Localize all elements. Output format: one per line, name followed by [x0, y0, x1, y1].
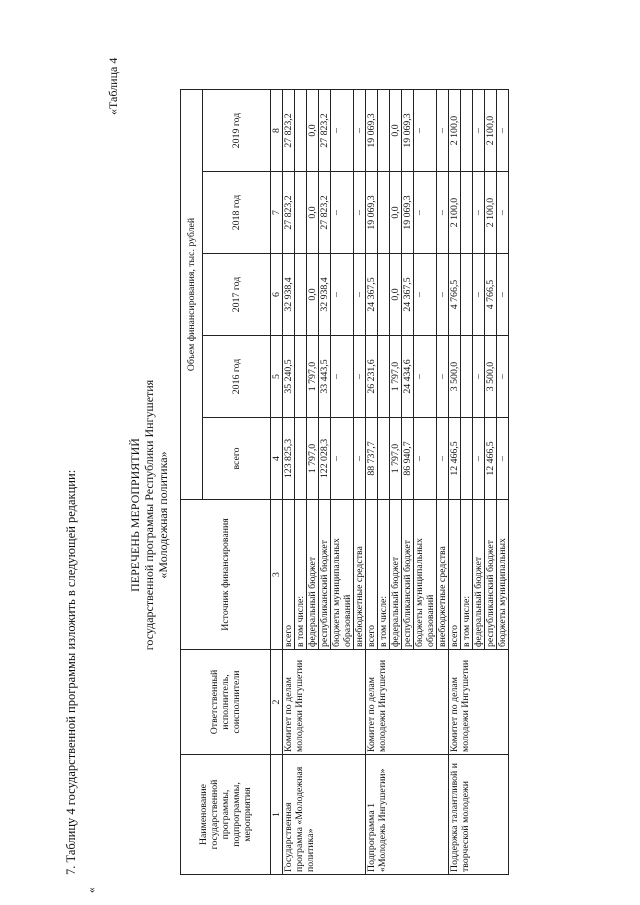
amount-cell: – [331, 418, 354, 500]
program-name-cell: Государственная программа «Молодежная политика» [283, 755, 366, 875]
amount-cell [295, 418, 307, 500]
amount-cell: 27 823,2 [283, 172, 295, 254]
amount-cell: 0,0 [307, 90, 319, 172]
funding-source-cell: федеральный бюджет [390, 500, 402, 650]
amount-cell: 24 434,6 [402, 336, 414, 418]
amount-cell: – [473, 254, 485, 336]
amount-cell: 33 443,5 [319, 336, 331, 418]
amount-cell: – [414, 172, 437, 254]
executor-cell: Комитет по делам молодежи Ингушетии [366, 650, 449, 755]
amount-cell: 4 766,5 [485, 254, 497, 336]
funding-source-cell: в том числе: [295, 500, 307, 650]
amount-cell: – [437, 172, 449, 254]
amount-cell [295, 254, 307, 336]
column-number: 3 [271, 500, 283, 650]
amount-cell: 86 940,7 [402, 418, 414, 500]
header-executor: Ответственный исполнитель, соисполнители [181, 650, 271, 755]
amount-cell: – [331, 90, 354, 172]
amount-cell: – [414, 90, 437, 172]
funding-source-cell: республиканский бюджет [402, 500, 414, 650]
funding-source-cell: в том числе: [378, 500, 390, 650]
header-name: Наименование государственной программы, подпрограммы, мероприятия [181, 755, 271, 875]
amount-cell [461, 418, 473, 500]
amount-cell [461, 336, 473, 418]
amount-cell: 12 466,5 [449, 418, 461, 500]
amount-cell: 32 938,4 [319, 254, 331, 336]
amount-cell [295, 336, 307, 418]
amount-cell: 0,0 [390, 172, 402, 254]
funding-source-cell: бюджеты муниципальных образований [414, 500, 437, 650]
amount-cell [378, 90, 390, 172]
amount-cell: 2 100,0 [449, 90, 461, 172]
executor-cell: Комитет по делам молодежи Ингушетии [449, 650, 509, 755]
amount-cell: 2 100,0 [485, 172, 497, 254]
program-name-cell: Подпрограмма 1 «Молодежь Ингушетии» [366, 755, 449, 875]
amount-cell: – [473, 172, 485, 254]
amount-cell: 19 069,3 [366, 90, 378, 172]
column-number: 6 [271, 254, 283, 336]
amount-cell: – [497, 336, 509, 418]
amount-cell: 19 069,3 [402, 90, 414, 172]
amount-cell: – [497, 418, 509, 500]
column-number: 4 [271, 418, 283, 500]
amount-cell [461, 172, 473, 254]
title-line-1: ПЕРЕЧЕНЬ МЕРОПРИЯТИЙ [128, 438, 142, 592]
table-reference: «Таблица 4 [106, 57, 120, 115]
amount-cell: – [473, 418, 485, 500]
intro-text: 7. Таблицу 4 государственной программы изложить в следующей редакции: [64, 469, 78, 875]
amount-cell: – [497, 254, 509, 336]
amount-cell: 123 825,3 [283, 418, 295, 500]
amount-cell: – [497, 172, 509, 254]
column-number: 5 [271, 336, 283, 418]
amount-cell: – [473, 336, 485, 418]
funding-source-cell: всего [449, 500, 461, 650]
amount-cell: 2 100,0 [485, 90, 497, 172]
amount-cell: – [354, 172, 366, 254]
amount-cell: – [354, 336, 366, 418]
funding-source-cell: внебюджетные средства [437, 500, 449, 650]
amount-cell: 35 240,5 [283, 336, 295, 418]
column-number: 2 [271, 650, 283, 755]
program-name-cell: Поддержка талантливой и творческой молодежи [449, 755, 509, 875]
amount-cell [378, 172, 390, 254]
amount-cell: 1 797,0 [307, 336, 319, 418]
header-volume: Объем финансирования, тыс. рублей [181, 90, 203, 500]
amount-cell: – [437, 418, 449, 500]
amount-cell: – [331, 172, 354, 254]
amount-cell [378, 336, 390, 418]
funding-source-cell: республиканский бюджет [319, 500, 331, 650]
amount-cell: 3 500,0 [485, 336, 497, 418]
amount-cell [295, 90, 307, 172]
left-quote-mark: « [86, 887, 98, 893]
executor-cell: Комитет по делам молодежи Ингушетии [283, 650, 366, 755]
amount-cell: – [437, 336, 449, 418]
amount-cell: 27 823,2 [319, 172, 331, 254]
funding-source-cell: бюджеты муниципальных [497, 500, 509, 650]
amount-cell: 0,0 [390, 90, 402, 172]
page-title [128, 305, 170, 725]
table-row [449, 90, 461, 875]
amount-cell: 19 069,3 [402, 172, 414, 254]
funding-source-cell: внебюджетные средства [354, 500, 366, 650]
amount-cell: 24 367,5 [366, 254, 378, 336]
amount-cell: – [437, 254, 449, 336]
amount-cell: 88 737,7 [366, 418, 378, 500]
amount-cell: – [354, 90, 366, 172]
header-2017: 2017 год [203, 254, 271, 336]
amount-cell [461, 254, 473, 336]
amount-cell: – [414, 336, 437, 418]
amount-cell [461, 90, 473, 172]
amount-cell: – [354, 418, 366, 500]
amount-cell: – [331, 254, 354, 336]
table-row [366, 90, 378, 875]
column-number: 1 [271, 755, 283, 875]
header-total: всего [203, 418, 271, 500]
amount-cell: 1 797,0 [390, 418, 402, 500]
amount-cell: 1 797,0 [390, 336, 402, 418]
amount-cell [378, 418, 390, 500]
amount-cell: 0,0 [390, 254, 402, 336]
amount-cell: 0,0 [307, 172, 319, 254]
funding-source-cell: федеральный бюджет [307, 500, 319, 650]
amount-cell: 24 367,5 [402, 254, 414, 336]
funding-source-cell: республиканский бюджет [485, 500, 497, 650]
funding-source-cell: всего [366, 500, 378, 650]
funding-source-cell: в том числе: [461, 500, 473, 650]
header-2016: 2016 год [203, 336, 271, 418]
amount-cell: 122 028,3 [319, 418, 331, 500]
amount-cell: 19 069,3 [366, 172, 378, 254]
funding-source-cell: бюджеты муниципальных образований [331, 500, 354, 650]
amount-cell: – [497, 90, 509, 172]
title-line-2: государственной программы Республики Ингушетия [142, 379, 156, 651]
amount-cell: 32 938,4 [283, 254, 295, 336]
amount-cell: – [473, 90, 485, 172]
column-number: 7 [271, 172, 283, 254]
amount-cell: – [414, 254, 437, 336]
amount-cell: 3 500,0 [449, 336, 461, 418]
funding-source-cell: всего [283, 500, 295, 650]
amount-cell: 0,0 [307, 254, 319, 336]
title-line-3: «Молодежная политика» [156, 451, 170, 579]
amount-cell: – [437, 90, 449, 172]
amount-cell: 4 766,5 [449, 254, 461, 336]
funding-source-cell: федеральный бюджет [473, 500, 485, 650]
amount-cell: 2 100,0 [449, 172, 461, 254]
amount-cell [378, 254, 390, 336]
column-number: 8 [271, 90, 283, 172]
amount-cell: 12 466,5 [485, 418, 497, 500]
amount-cell: – [331, 336, 354, 418]
amount-cell: – [414, 418, 437, 500]
amount-cell: 27 823,2 [283, 90, 295, 172]
amount-cell: 26 231,6 [366, 336, 378, 418]
header-2019: 2019 год [203, 90, 271, 172]
amount-cell: 27 823,2 [319, 90, 331, 172]
header-2018: 2018 год [203, 172, 271, 254]
amount-cell [295, 172, 307, 254]
amount-cell: – [354, 254, 366, 336]
table-row [283, 90, 295, 875]
amount-cell: 1 797,0 [307, 418, 319, 500]
header-source: Источник финансирования [181, 500, 271, 650]
measures-table [180, 89, 509, 875]
